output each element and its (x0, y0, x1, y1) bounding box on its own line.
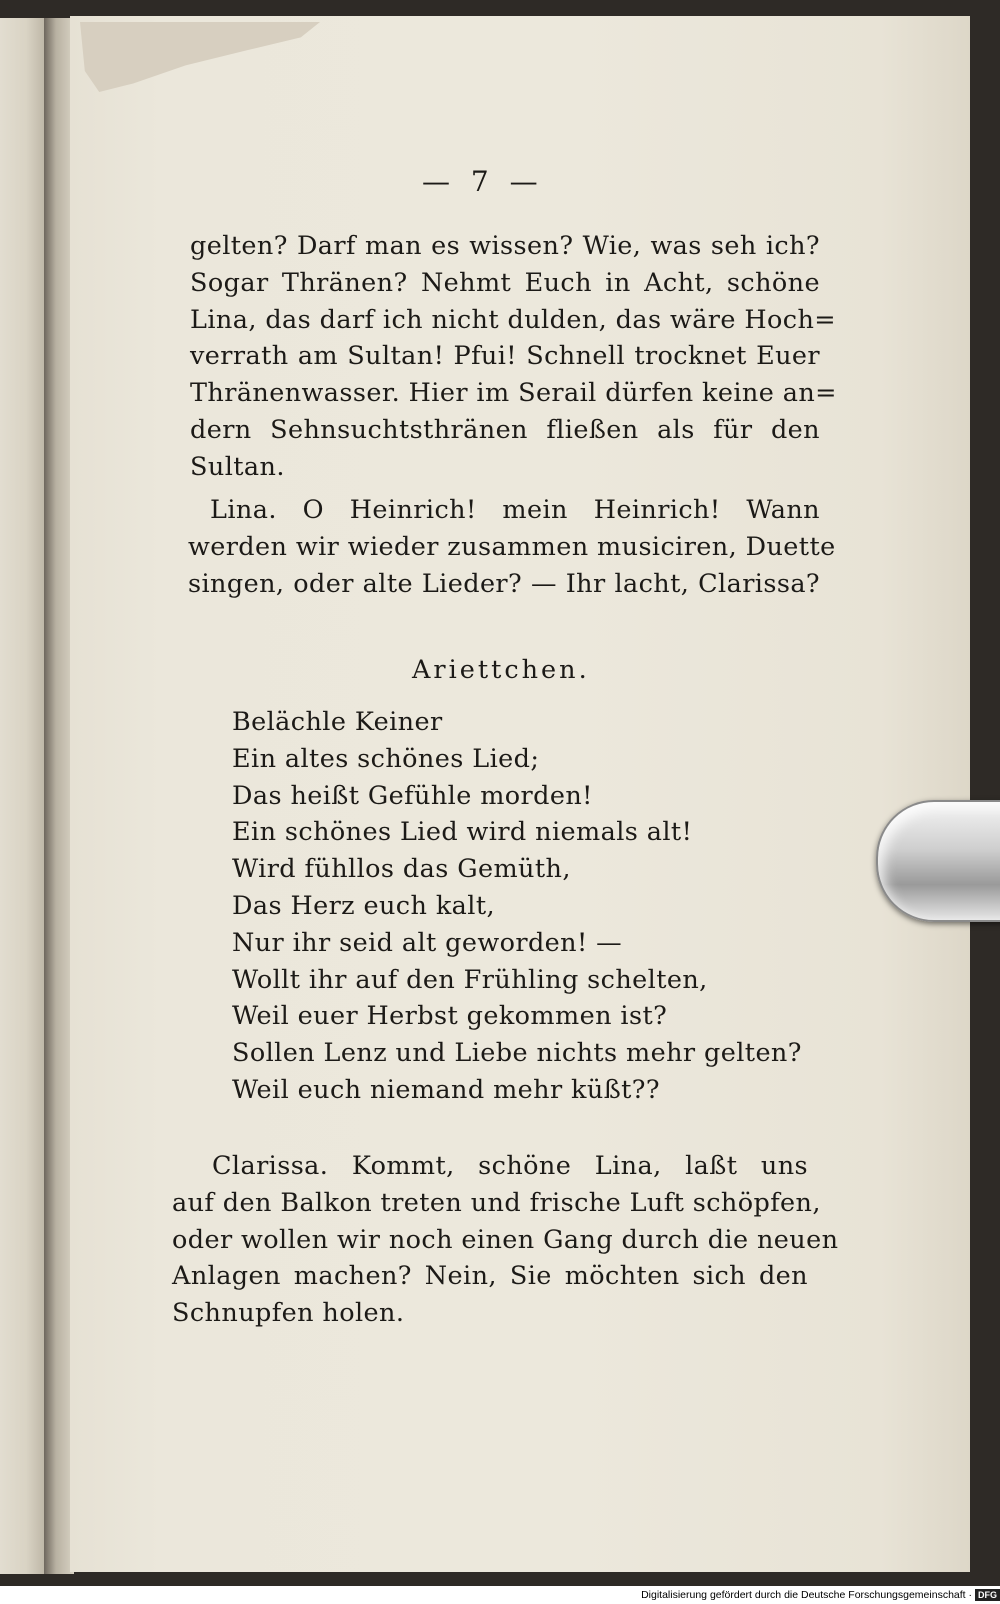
footer-text: Digitalisierung gefördert durch die Deutsche Forschungsgemeinschaft · (641, 1589, 972, 1601)
song-title: Ariettchen. (412, 655, 590, 685)
text-line: Sogar Thränen? Nehmt Euch in Acht, schöne (190, 267, 820, 298)
poem-line: Das heißt Gefühle morden! (232, 780, 593, 811)
digitization-footer (600, 1586, 1000, 1604)
poem-line: Ein schönes Lied wird niemals alt! (232, 817, 693, 848)
poem-line: Weil euch niemand mehr küßt?? (232, 1074, 660, 1105)
poem-line: Wird fühllos das Gemüth, (232, 854, 571, 885)
paragraph-2 (188, 492, 836, 602)
text-line: oder wollen wir noch einen Gang durch die neuen (172, 1224, 839, 1255)
paragraph-1 (190, 228, 837, 486)
poem-line: Weil euer Herbst gekommen ist? (232, 1001, 668, 1032)
text-line: Lina, das darf ich nicht dulden, das wäre Hoch= (190, 304, 837, 335)
text-line: verrath am Sultan! Pfui! Schnell trocknet Euer (190, 341, 820, 372)
text-line: auf den Balkon treten und frische Luft schöpfen, (172, 1187, 821, 1218)
text-line: Schnupfen holen. (172, 1298, 405, 1329)
text-line: Thränenwasser. Hier im Serail dürfen keine an= (190, 378, 837, 409)
left-page-edge (0, 18, 44, 1574)
text-line: dern Sehnsuchtsthränen fließen als für den (190, 414, 820, 445)
poem-line: Ein altes schönes Lied; (232, 743, 540, 774)
text-line: singen, oder alte Lieder? — Ihr lacht, Clarissa? (188, 568, 820, 599)
poem-line: Nur ihr seid alt geworden! — (232, 927, 623, 958)
dfg-logo-icon: DFG (975, 1589, 1000, 1601)
text-line: Anlagen machen? Nein, Sie möchten sich den (172, 1261, 808, 1292)
poem-line: Das Herz euch kalt, (232, 890, 495, 921)
text-line: Sultan. (190, 451, 285, 482)
poem (232, 704, 802, 1109)
text-line: Lina. O Heinrich! mein Heinrich! Wann (210, 495, 820, 525)
text-line: gelten? Darf man es wissen? Wie, was seh ich? (190, 231, 820, 261)
page-number: — 7 — (422, 165, 544, 198)
page-clip (876, 800, 1000, 922)
poem-line: Sollen Lenz und Liebe nichts mehr gelten? (232, 1038, 802, 1069)
text-line: werden wir wieder zusammen musiciren, Duette (188, 531, 836, 562)
poem-line: Belächle Keiner (232, 707, 443, 737)
paragraph-3 (172, 1148, 839, 1332)
poem-line: Wollt ihr auf den Frühling schelten, (232, 964, 708, 995)
text-line: Clarissa. Kommt, schöne Lina, laßt uns (212, 1151, 808, 1181)
